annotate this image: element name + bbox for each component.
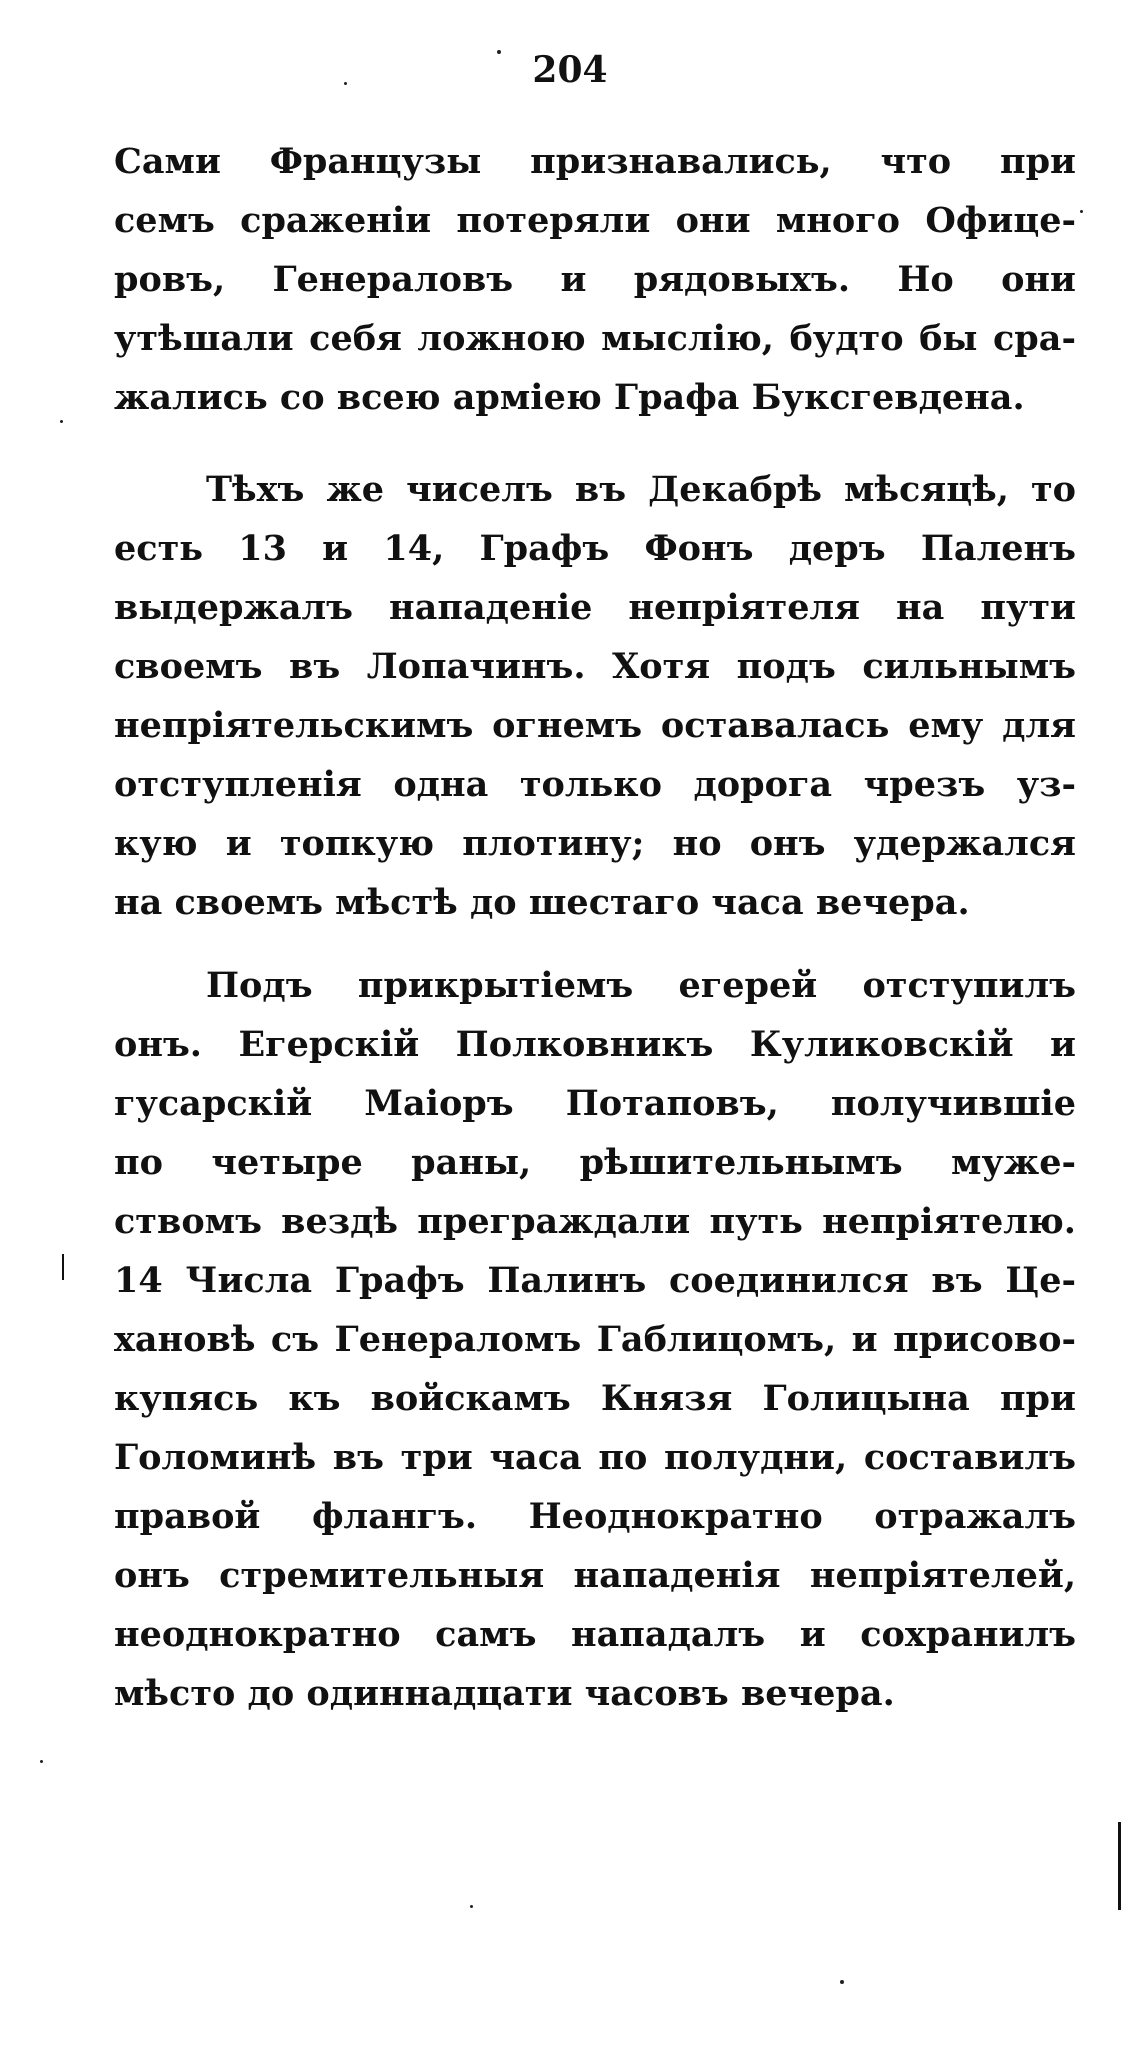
text-line: Голоминѣ въ три часа по полудни, составилъ bbox=[114, 1437, 1076, 1478]
text-line: своемъ въ Лопачинъ. Хотя подъ сильнымъ bbox=[114, 646, 1076, 687]
text-line: онъ стремительныя нападенія непріятелей, bbox=[114, 1555, 1076, 1596]
text-line: купясь къ войскамъ Князя Голицына при bbox=[114, 1378, 1076, 1419]
scan-speck bbox=[60, 420, 63, 423]
text-line: по четыре раны, рѣшительнымъ муже- bbox=[114, 1142, 1076, 1183]
paragraph-3 bbox=[114, 956, 1076, 1723]
text-line: кую и топкую плотину; но онъ удержался bbox=[114, 823, 1076, 864]
scan-speck bbox=[840, 1980, 844, 1984]
text-line: мѣсто до одиннадцати часовъ вечера. bbox=[114, 1673, 895, 1714]
text-line: семъ сраженіи потеряли они много Офице- bbox=[114, 200, 1076, 241]
text-line: отступленія одна только дорога чрезъ уз- bbox=[114, 764, 1076, 805]
page-number: 204 bbox=[532, 49, 608, 91]
scan-speck bbox=[1080, 210, 1083, 213]
text-line: Сами Французы признавались, что при bbox=[114, 141, 1076, 182]
text-line: 14 Числа Графъ Палинъ соединился въ Це- bbox=[114, 1260, 1076, 1301]
text-line: ствомъ вездѣ преграждали путь непріятелю. bbox=[114, 1201, 1076, 1242]
scan-speck bbox=[497, 50, 501, 54]
text-line: неоднократно самъ нападалъ и сохранилъ bbox=[114, 1614, 1076, 1655]
text-line: есть 13 и 14, Графъ Фонъ деръ Паленъ bbox=[114, 528, 1076, 569]
text-line: утѣшали себя ложною мыслію, будто бы сра- bbox=[114, 318, 1076, 359]
text-line: на своемъ мѣстѣ до шестаго часа вечера. bbox=[114, 882, 970, 923]
text-line: гусарскій Маіоръ Потаповъ, получившіе bbox=[114, 1083, 1076, 1124]
scan-edge-mark bbox=[62, 1254, 64, 1280]
text-line: Тѣхъ же чиселъ въ Декабрѣ мѣсяцѣ, то bbox=[206, 469, 1076, 510]
text-line: Подъ прикрытіемъ егерей отступилъ bbox=[206, 965, 1076, 1006]
scan-speck bbox=[40, 1760, 43, 1763]
scan-edge-mark bbox=[1118, 1822, 1121, 1910]
text-line: правой флангъ. Неоднократно отражалъ bbox=[114, 1496, 1076, 1537]
text-line: непріятельскимъ огнемъ оставалась ему для bbox=[114, 705, 1076, 746]
paragraph-1 bbox=[114, 132, 1076, 427]
text-line: выдержалъ нападеніе непріятеля на пути bbox=[114, 587, 1076, 628]
scan-speck bbox=[344, 82, 347, 85]
scan-speck bbox=[470, 1905, 473, 1908]
text-line: онъ. Егерскій Полковникъ Куликовскій и bbox=[114, 1024, 1076, 1065]
text-line: ровъ, Генераловъ и рядовыхъ. Но они bbox=[114, 259, 1076, 300]
text-line: хановѣ съ Генераломъ Габлицомъ, и присово- bbox=[114, 1319, 1076, 1360]
paragraph-2 bbox=[114, 460, 1076, 932]
text-line: жались со всею арміею Графа Буксгевдена. bbox=[114, 377, 1025, 418]
